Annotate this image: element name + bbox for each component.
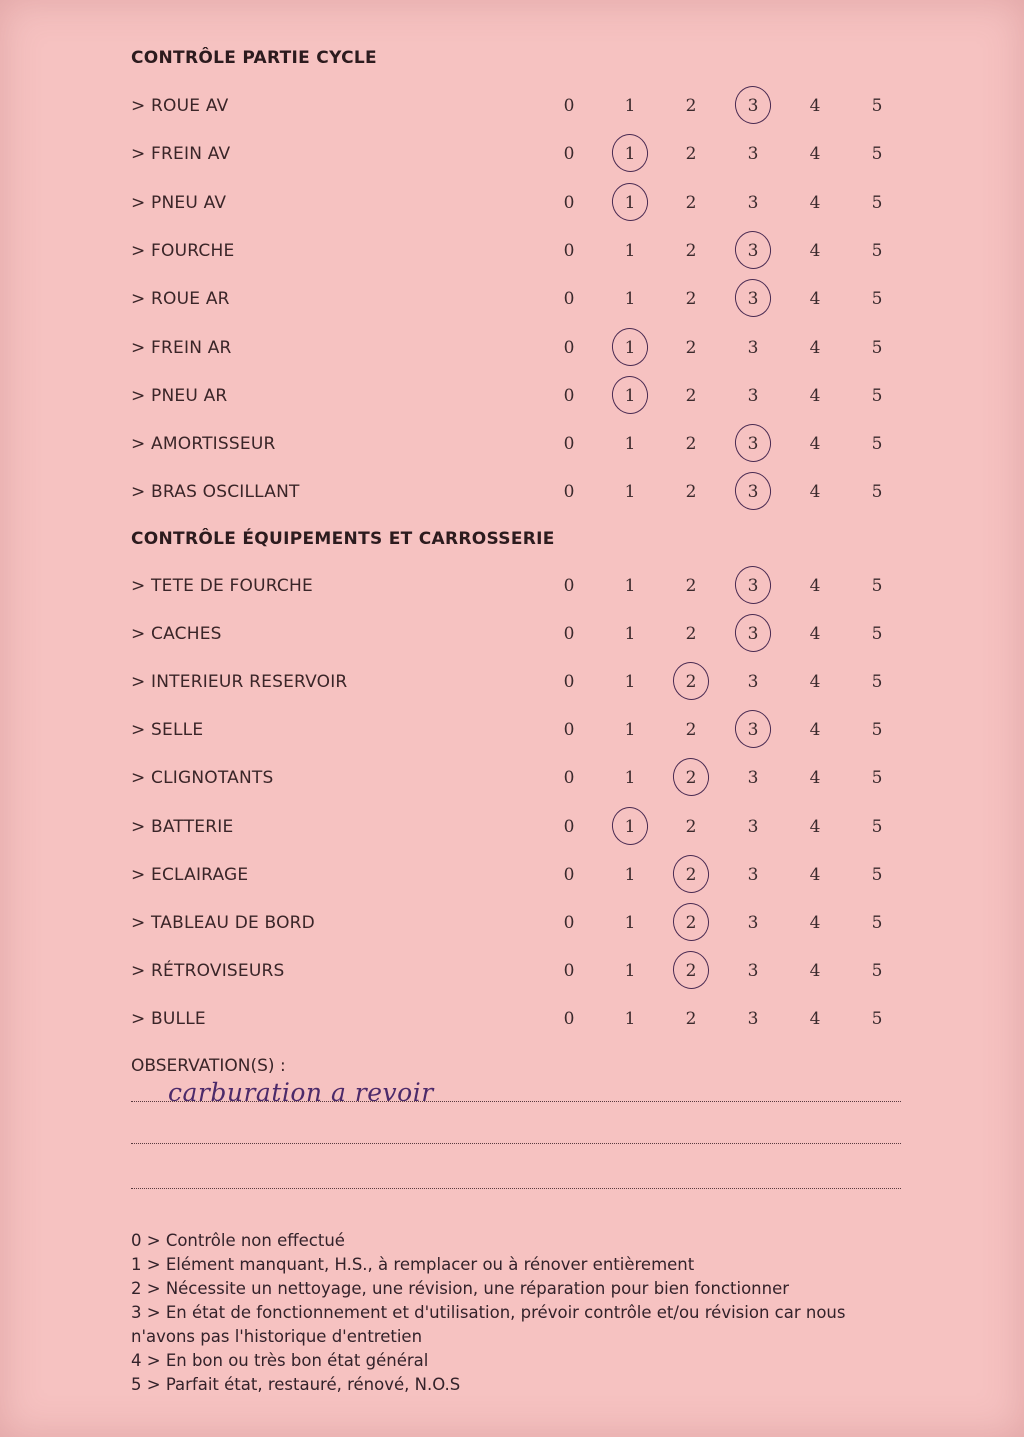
rating-option-3: 3 — [747, 96, 759, 116]
rating-option-3: 3 — [747, 337, 759, 358]
rating-option-4: 4 — [809, 96, 821, 116]
checklist-row — [131, 237, 891, 265]
rating-option-2: 2 — [685, 144, 697, 165]
rating-option-3: 3 — [747, 720, 759, 741]
rating-option-1: 1 — [624, 337, 636, 358]
checklist-row — [131, 478, 891, 506]
rating-option-5: 5 — [871, 864, 883, 885]
section-title-cycle: CONTRÔLE PARTIE CYCLE — [131, 48, 377, 68]
rating-option-4: 4 — [809, 576, 821, 596]
checklist-item-label: > PNEU AR — [131, 385, 228, 406]
checklist-row — [131, 189, 891, 217]
rating-option-0: 0 — [563, 482, 575, 503]
checklist-row — [131, 716, 891, 744]
rating-option-0: 0 — [563, 864, 575, 885]
rating-option-0: 0 — [563, 289, 575, 310]
checklist-row — [131, 620, 891, 648]
rating-option-3: 3 — [747, 385, 759, 406]
rating-option-2: 2 — [685, 672, 697, 693]
checklist-item-label: > INTERIEUR RESERVOIR — [131, 672, 348, 693]
rating-option-3: 3 — [747, 960, 759, 981]
checklist-item-label: > FREIN AR — [131, 337, 232, 358]
checklist-row — [131, 764, 891, 792]
checklist-row — [131, 285, 891, 313]
rating-option-4: 4 — [809, 337, 821, 358]
rating-option-2: 2 — [685, 240, 697, 261]
legend-line: 0 > Contrôle non effectué — [131, 1231, 345, 1250]
rating-option-5: 5 — [871, 672, 883, 693]
rating-option-5: 5 — [871, 1008, 883, 1029]
rating-option-2: 2 — [685, 385, 697, 406]
rating-option-2: 2 — [685, 1008, 697, 1029]
rating-option-2: 2 — [685, 289, 697, 310]
rating-option-5: 5 — [871, 576, 883, 596]
rating-option-2: 2 — [685, 960, 697, 981]
rating-option-0: 0 — [563, 624, 575, 645]
checklist-item-label: > TABLEAU DE BORD — [131, 912, 315, 933]
rating-option-4: 4 — [809, 240, 821, 261]
rating-option-1: 1 — [624, 720, 636, 741]
rating-option-1: 1 — [624, 576, 636, 596]
rating-option-3: 3 — [747, 816, 759, 837]
rating-option-2: 2 — [685, 768, 697, 789]
rating-option-3: 3 — [747, 1008, 759, 1029]
checklist-item-label: > BATTERIE — [131, 816, 234, 837]
rating-option-1: 1 — [624, 482, 636, 503]
rating-option-3: 3 — [747, 576, 759, 596]
checklist-item-label: > ROUE AV — [131, 96, 229, 116]
rating-option-1: 1 — [624, 624, 636, 645]
legend-line: 1 > Elément manquant, H.S., à remplacer ou à rénover entièrement — [131, 1255, 695, 1274]
rating-option-0: 0 — [563, 1008, 575, 1029]
rating-option-1: 1 — [624, 434, 636, 455]
rating-option-0: 0 — [563, 385, 575, 406]
rating-option-5: 5 — [871, 482, 883, 503]
checklist-row — [131, 813, 891, 841]
rating-option-1: 1 — [624, 1008, 636, 1029]
rating-option-5: 5 — [871, 720, 883, 741]
observation-line-1 — [131, 1101, 901, 1102]
checklist-row — [131, 1005, 891, 1033]
rating-option-1: 1 — [624, 912, 636, 933]
rating-option-1: 1 — [624, 192, 636, 213]
rating-option-1: 1 — [624, 768, 636, 789]
rating-option-2: 2 — [685, 816, 697, 837]
rating-option-3: 3 — [747, 672, 759, 693]
rating-option-0: 0 — [563, 672, 575, 693]
observations-handwritten-note: carburation a revoir — [168, 1078, 434, 1107]
checklist-item-label: > ROUE AR — [131, 289, 230, 310]
legend-line: 3 > En état de fonctionnement et d'utilisation, prévoir contrôle et/ou révision car nous — [131, 1303, 846, 1322]
checklist-item-label: > TETE DE FOURCHE — [131, 576, 313, 596]
rating-option-3: 3 — [747, 864, 759, 885]
rating-option-1: 1 — [624, 289, 636, 310]
rating-option-1: 1 — [624, 144, 636, 165]
checklist-row — [131, 957, 891, 985]
rating-option-5: 5 — [871, 768, 883, 789]
rating-option-5: 5 — [871, 385, 883, 406]
checklist-row — [131, 334, 891, 362]
rating-option-5: 5 — [871, 289, 883, 310]
rating-option-2: 2 — [685, 482, 697, 503]
rating-option-4: 4 — [809, 192, 821, 213]
rating-option-0: 0 — [563, 720, 575, 741]
checklist-row — [131, 382, 891, 410]
rating-legend — [131, 1229, 911, 1397]
rating-option-0: 0 — [563, 768, 575, 789]
section-title-equipment: CONTRÔLE ÉQUIPEMENTS ET CARROSSERIE — [131, 529, 555, 549]
rating-option-3: 3 — [747, 144, 759, 165]
rating-option-5: 5 — [871, 337, 883, 358]
rating-option-5: 5 — [871, 960, 883, 981]
rating-option-4: 4 — [809, 434, 821, 455]
legend-line: 4 > En bon ou très bon état général — [131, 1351, 429, 1370]
legend-line: 5 > Parfait état, restauré, rénové, N.O.S — [131, 1375, 461, 1394]
rating-option-3: 3 — [747, 434, 759, 455]
rating-option-0: 0 — [563, 912, 575, 933]
observations-label: OBSERVATION(S) : — [131, 1056, 286, 1076]
observation-line-2 — [131, 1143, 901, 1144]
rating-option-2: 2 — [685, 434, 697, 455]
checklist-item-label: > BRAS OSCILLANT — [131, 482, 300, 503]
rating-option-4: 4 — [809, 624, 821, 645]
rating-option-5: 5 — [871, 816, 883, 837]
checklist-item-label: > SELLE — [131, 720, 204, 741]
rating-option-1: 1 — [624, 816, 636, 837]
rating-option-4: 4 — [809, 289, 821, 310]
checklist-row — [131, 909, 891, 937]
rating-option-5: 5 — [871, 434, 883, 455]
rating-option-2: 2 — [685, 864, 697, 885]
rating-option-1: 1 — [624, 864, 636, 885]
rating-option-4: 4 — [809, 720, 821, 741]
rating-option-2: 2 — [685, 720, 697, 741]
rating-option-2: 2 — [685, 192, 697, 213]
rating-option-4: 4 — [809, 960, 821, 981]
rating-option-0: 0 — [563, 960, 575, 981]
checklist-item-label: > BULLE — [131, 1008, 206, 1029]
rating-option-2: 2 — [685, 96, 697, 116]
rating-option-4: 4 — [809, 1008, 821, 1029]
rating-option-0: 0 — [563, 96, 575, 116]
rating-option-2: 2 — [685, 576, 697, 596]
checklist-item-label: > FOURCHE — [131, 240, 235, 261]
checklist-item-label: > CLIGNOTANTS — [131, 768, 274, 789]
rating-option-1: 1 — [624, 240, 636, 261]
rating-option-3: 3 — [747, 482, 759, 503]
rating-option-3: 3 — [747, 912, 759, 933]
rating-option-2: 2 — [685, 624, 697, 645]
rating-option-0: 0 — [563, 576, 575, 596]
rating-option-2: 2 — [685, 337, 697, 358]
checklist-row — [131, 430, 891, 458]
rating-option-5: 5 — [871, 624, 883, 645]
rating-option-4: 4 — [809, 482, 821, 503]
rating-option-4: 4 — [809, 144, 821, 165]
rating-option-3: 3 — [747, 289, 759, 310]
rating-option-0: 0 — [563, 816, 575, 837]
checklist-row — [131, 668, 891, 696]
rating-option-3: 3 — [747, 768, 759, 789]
rating-option-3: 3 — [747, 240, 759, 261]
rating-option-1: 1 — [624, 96, 636, 116]
rating-option-4: 4 — [809, 672, 821, 693]
rating-option-0: 0 — [563, 192, 575, 213]
rating-option-1: 1 — [624, 385, 636, 406]
checklist-item-label: > ECLAIRAGE — [131, 864, 249, 885]
rating-option-2: 2 — [685, 912, 697, 933]
rating-option-5: 5 — [871, 96, 883, 116]
checklist-item-label: > PNEU AV — [131, 192, 227, 213]
checklist-item-label: > AMORTISSEUR — [131, 434, 276, 455]
rating-option-0: 0 — [563, 240, 575, 261]
rating-option-3: 3 — [747, 192, 759, 213]
rating-option-5: 5 — [871, 240, 883, 261]
observation-line-3 — [131, 1188, 901, 1189]
checklist-row — [131, 572, 891, 600]
rating-option-5: 5 — [871, 192, 883, 213]
rating-option-1: 1 — [624, 672, 636, 693]
rating-option-4: 4 — [809, 912, 821, 933]
legend-line: n'avons pas l'historique d'entretien — [131, 1327, 423, 1346]
rating-option-3: 3 — [747, 624, 759, 645]
rating-option-4: 4 — [809, 816, 821, 837]
rating-option-0: 0 — [563, 144, 575, 165]
rating-option-4: 4 — [809, 385, 821, 406]
checklist-item-label: > CACHES — [131, 624, 222, 645]
rating-option-1: 1 — [624, 960, 636, 981]
legend-line: 2 > Nécessite un nettoyage, une révision, une réparation pour bien fonctionner — [131, 1279, 790, 1298]
rating-option-4: 4 — [809, 864, 821, 885]
rating-option-5: 5 — [871, 912, 883, 933]
checklist-row — [131, 92, 891, 120]
checklist-row — [131, 140, 891, 168]
rating-option-0: 0 — [563, 337, 575, 358]
rating-option-4: 4 — [809, 768, 821, 789]
rating-option-0: 0 — [563, 434, 575, 455]
checklist-row — [131, 861, 891, 889]
checklist-item-label: > FREIN AV — [131, 144, 231, 165]
rating-option-5: 5 — [871, 144, 883, 165]
checklist-item-label: > RÉTROVISEURS — [131, 960, 285, 981]
